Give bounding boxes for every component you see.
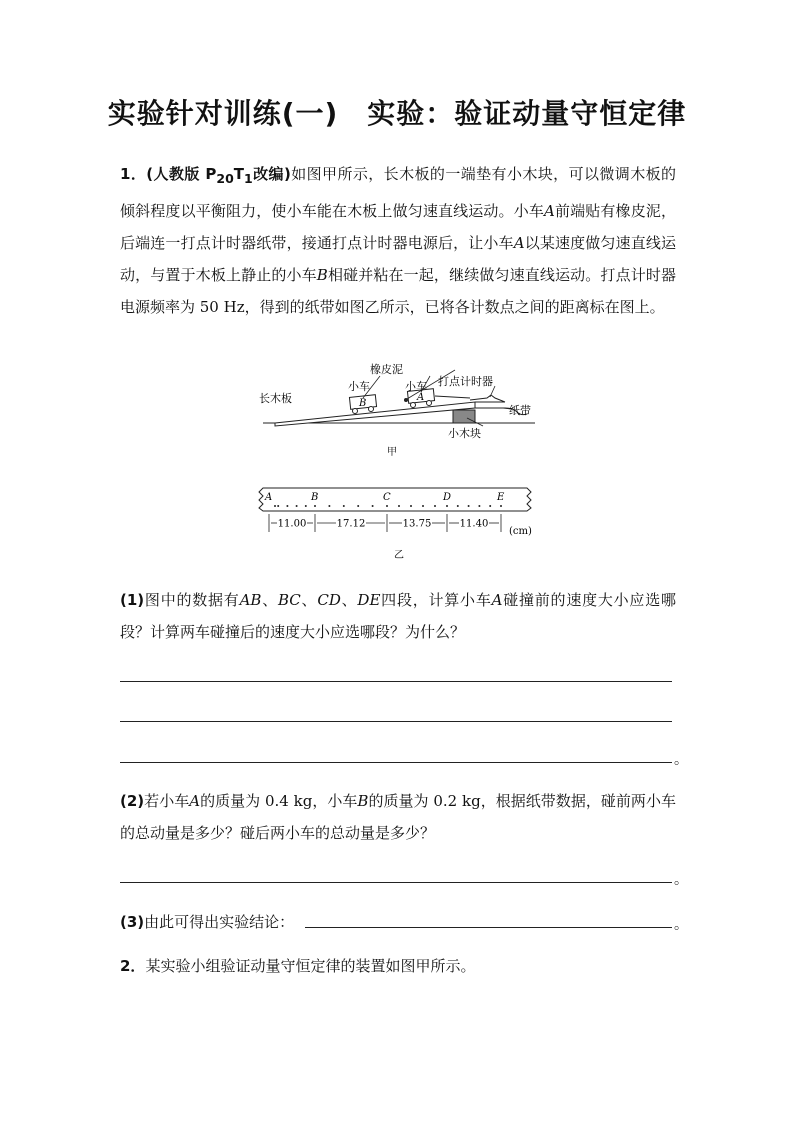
question-2-number: 2． (120, 957, 146, 975)
wood-block (453, 410, 475, 423)
label-timer: 打点计时器 (438, 375, 493, 388)
label-car-b-letter: B (359, 398, 367, 409)
page-title: 实验针对训练(一) 实验：验证动量守恒定律 (107, 97, 687, 130)
tape-point-A: A (265, 492, 273, 503)
tape-dot (478, 505, 480, 507)
tape-dot (386, 505, 388, 507)
tape-dot (343, 505, 345, 507)
tape-dot (372, 505, 374, 507)
tape-distance-1: 17.12 (336, 518, 366, 530)
tape-dot (305, 505, 307, 507)
answer-line-1c[interactable] (120, 762, 672, 763)
tape-dot (410, 505, 412, 507)
end-mark-2: 。 (674, 872, 688, 888)
caption-yi: 乙 (394, 550, 404, 561)
tape-dot (274, 505, 276, 507)
tape-distance-3: 11.40 (459, 518, 489, 530)
question-1 (120, 158, 676, 323)
sub-question-1: (1)图中的数据有AB、BC、CD、DE四段，计算小车A碰撞前的速度大小应选哪段？计算两车碰撞后的速度大小应选哪段？为什么？ (120, 591, 676, 641)
answer-line-3[interactable] (305, 927, 672, 928)
label-tape: 纸带 (509, 404, 531, 417)
label-board: 长木板 (259, 392, 292, 405)
tape-dot (296, 505, 298, 507)
tape-dot (357, 505, 359, 507)
tape-point-B: B (311, 492, 319, 503)
sub-question-1-label: (1) (120, 591, 145, 609)
sub-question-3: (3)由此可得出实验结论： (120, 913, 295, 931)
tape-dot (422, 505, 424, 507)
tape-dot (434, 505, 436, 507)
tape-dot (314, 505, 316, 507)
label-car-a: 小车 (405, 380, 427, 393)
tape-dot (457, 505, 459, 507)
question-2 (120, 950, 676, 982)
sub-question-2: (2)若小车A的质量为 0.4 kg，小车B的质量为 0.2 kg，根据纸带数据，碰前两小车的总动量是多少？碰后两小车的总动量是多少？ (120, 792, 676, 842)
sub-question-2-label: (2) (120, 792, 145, 810)
tape-point-D: D (443, 492, 452, 503)
question-2-text: 某实验小组验证动量守恒定律的装置如图甲所示。 (145, 957, 476, 975)
tape-distances (269, 514, 501, 532)
tape-point-E: E (497, 492, 505, 503)
label-block: 小木块 (448, 427, 481, 440)
answer-line-1b[interactable] (120, 721, 672, 722)
tape-dot (468, 505, 470, 507)
tape-dot (277, 505, 279, 507)
tape-distance-2: 13.75 (402, 518, 432, 530)
tape-distance-0: 11.00 (277, 518, 307, 530)
tape-dot (286, 505, 288, 507)
question-1-source: (人教版 $P_{20}T_1$改编) (146, 165, 291, 186)
tape-dot (489, 505, 491, 507)
tape-point-C: C (383, 492, 391, 503)
label-car-b: 小车 (348, 380, 370, 393)
tape-unit: (cm) (509, 526, 532, 537)
tape-dot (328, 505, 330, 507)
figure-jia-apparatus (255, 360, 545, 460)
tape-dot (398, 505, 400, 507)
end-mark-3: 。 (674, 917, 688, 933)
label-clay: 橡皮泥 (370, 363, 403, 376)
figure-yi-tape (255, 484, 545, 564)
question-1-number: 1． (120, 165, 147, 183)
end-mark-1: 。 (674, 752, 688, 768)
caption-jia: 甲 (387, 447, 397, 458)
tape-dot (500, 505, 502, 507)
answer-line-2[interactable] (120, 882, 672, 883)
answer-line-1a[interactable] (120, 681, 672, 682)
question-1-text: 如图甲所示，长木板的一端垫有小木块，可以微调木板的倾斜程度以平衡阻力，使小车能在木板上做匀速直线运动。小车A前端贴有橡皮泥，后端连一打点计时器纸带，接通打点计时器电源后，让小车A以某速度做匀速直线运动，与置于木板上静止的小车B相碰并粘在一起，继续做匀速直线运动。打点计时器电源频率为 50 Hz，得到的纸带如图乙所示，已将各计数点之间的距离标在图上。 (120, 165, 677, 316)
label-car-a-letter: A (417, 392, 425, 403)
tape-dot (446, 505, 448, 507)
sub-question-3-label: (3) (120, 913, 145, 931)
